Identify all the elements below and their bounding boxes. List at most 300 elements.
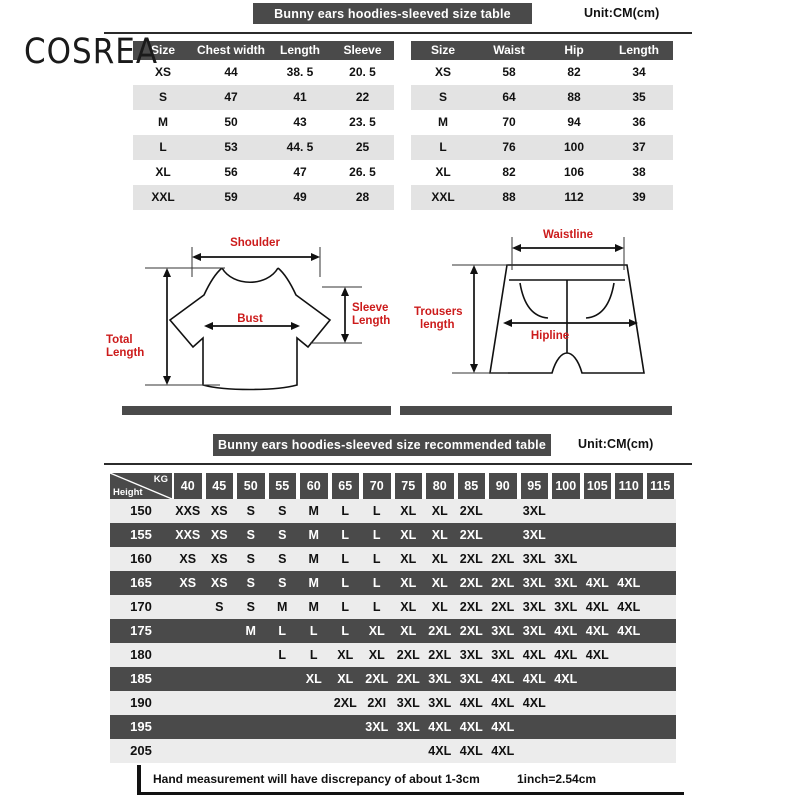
size-cell (613, 499, 645, 523)
size-cell (550, 691, 582, 715)
shirt-sleeve-length-label-line1: Sleeve (352, 302, 389, 314)
col-header-chest-width: Chest width (193, 41, 269, 60)
recommended-row-205 (110, 739, 676, 763)
recommended-table-title: Bunny ears hoodies-sleeved size recommended table (213, 434, 551, 456)
size-cell: XL (424, 571, 456, 595)
size-cell: 4XL (519, 643, 551, 667)
cell-sleeve: 26. 5 (331, 160, 394, 185)
size-cell (298, 739, 330, 763)
cell-waist: 58 (475, 60, 543, 85)
recommended-row-150 (110, 499, 676, 523)
cell-size: XL (411, 160, 475, 185)
inch-conversion-note: 1inch=2.54cm (517, 772, 597, 786)
cell-length: 38 (605, 160, 673, 185)
size-cell (204, 715, 236, 739)
size-cell: 2XL (393, 667, 425, 691)
recommended-row-155 (110, 523, 676, 547)
size-cell: L (330, 571, 362, 595)
cell-sleeve: 28 (331, 185, 394, 210)
size-cell (487, 499, 519, 523)
recommended-row-190 (110, 691, 676, 715)
cell-size: L (133, 135, 193, 160)
height-row-header: 205 (110, 739, 172, 763)
size-cell: L (298, 619, 330, 643)
size-cell: L (361, 547, 393, 571)
size-cell: XL (424, 547, 456, 571)
size-cell: 2XL (456, 595, 488, 619)
cell-length: 36 (605, 110, 673, 135)
size-cell (235, 643, 267, 667)
table-row (133, 110, 394, 135)
size-cell: S (267, 499, 299, 523)
size-cell: 4XL (613, 595, 645, 619)
size-cell: S (204, 595, 236, 619)
cell-chest: 59 (193, 185, 269, 210)
weight-col-55: 55 (267, 473, 299, 499)
size-cell: S (267, 547, 299, 571)
size-cell: 2XL (456, 523, 488, 547)
cell-length: 47 (269, 160, 331, 185)
col-header-length: Length (605, 41, 673, 60)
cell-chest: 56 (193, 160, 269, 185)
size-cell: 3XL (361, 715, 393, 739)
height-row-header: 155 (110, 523, 172, 547)
size-cell: 4XL (456, 715, 488, 739)
cell-waist: 64 (475, 85, 543, 110)
footer-note-box (137, 765, 684, 795)
weight-col-100: 100 (550, 473, 582, 499)
size-cell (172, 619, 204, 643)
size-cell: 4XL (424, 715, 456, 739)
size-cell (204, 691, 236, 715)
size-cell: 2XL (330, 691, 362, 715)
size-cell (645, 619, 677, 643)
size-cell (645, 523, 677, 547)
size-cell (645, 643, 677, 667)
size-cell (645, 547, 677, 571)
col-header-size: Size (411, 41, 475, 60)
size-cell: M (235, 619, 267, 643)
size-cell: 2XL (456, 619, 488, 643)
cell-hip: 100 (543, 135, 605, 160)
size-cell: 4XL (613, 571, 645, 595)
shorts-trousers-length-label-line2: length (420, 319, 455, 331)
cell-hip: 82 (543, 60, 605, 85)
size-cell (645, 499, 677, 523)
size-cell: XS (204, 499, 236, 523)
divider-bar-right (400, 406, 672, 415)
shirt-shoulder-label: Shoulder (230, 237, 280, 249)
weight-col-110: 110 (613, 473, 645, 499)
size-cell (582, 547, 614, 571)
size-cell (330, 739, 362, 763)
table-row (133, 185, 394, 210)
size-cell: L (267, 619, 299, 643)
bottom-measurement-table (411, 41, 673, 210)
size-cell: 4XL (582, 571, 614, 595)
weight-col-75: 75 (393, 473, 425, 499)
size-cell: XL (393, 595, 425, 619)
height-row-header: 185 (110, 667, 172, 691)
recommended-row-170 (110, 595, 676, 619)
size-cell: 3XL (393, 715, 425, 739)
size-cell (487, 523, 519, 547)
recommended-divider-rule (104, 463, 692, 465)
recommended-table-body (110, 499, 676, 763)
size-cell: L (298, 643, 330, 667)
shirt-total-length-label-line1: Total (106, 334, 133, 346)
size-cell: 3XL (519, 571, 551, 595)
table-row (411, 160, 673, 185)
shirt-sleeve-length-label-line2: Length (352, 315, 391, 327)
size-cell (582, 667, 614, 691)
weight-col-105: 105 (582, 473, 614, 499)
size-cell: 2XL (456, 499, 488, 523)
size-cell: 4XL (550, 667, 582, 691)
size-cell (235, 715, 267, 739)
col-header-sleeve: Sleeve (331, 41, 394, 60)
size-cell: 2XL (361, 667, 393, 691)
size-cell: S (267, 523, 299, 547)
recommended-row-180 (110, 643, 676, 667)
table-row (133, 160, 394, 185)
table-row (411, 60, 673, 85)
size-cell: M (298, 595, 330, 619)
kg-axis-label: KG (153, 474, 168, 485)
size-cell: 4XL (519, 667, 551, 691)
size-cell (645, 667, 677, 691)
weight-col-80: 80 (424, 473, 456, 499)
col-header-waist: Waist (475, 41, 543, 60)
cell-length: 41 (269, 85, 331, 110)
size-cell: XL (393, 619, 425, 643)
cell-hip: 112 (543, 185, 605, 210)
shorts-hipline-label: Hipline (530, 330, 570, 342)
size-cell (267, 715, 299, 739)
size-cell: L (330, 619, 362, 643)
size-cell (172, 643, 204, 667)
table-row (411, 110, 673, 135)
size-cell: M (298, 523, 330, 547)
cell-size: S (411, 85, 475, 110)
recommended-size-table (110, 473, 676, 763)
size-cell: S (235, 571, 267, 595)
cell-chest: 44 (193, 60, 269, 85)
size-cell (172, 691, 204, 715)
size-cell: 3XL (519, 595, 551, 619)
size-cell: 3XL (519, 547, 551, 571)
size-cell: M (298, 571, 330, 595)
size-cell: 4XL (487, 691, 519, 715)
size-cell: XS (204, 523, 236, 547)
size-cell: XL (330, 667, 362, 691)
table-row (411, 185, 673, 210)
size-cell: L (330, 547, 362, 571)
size-cell: 4XL (550, 643, 582, 667)
recommended-row-175 (110, 619, 676, 643)
size-cell: XL (424, 595, 456, 619)
size-cell (235, 691, 267, 715)
cell-length: 49 (269, 185, 331, 210)
size-cell (550, 739, 582, 763)
cell-chest: 47 (193, 85, 269, 110)
size-cell: 3XL (550, 547, 582, 571)
size-cell (267, 691, 299, 715)
size-cell: 3XL (519, 619, 551, 643)
size-cell (361, 739, 393, 763)
size-cell: 3XL (456, 643, 488, 667)
size-cell (204, 619, 236, 643)
size-cell: 4XL (487, 667, 519, 691)
size-cell: 4XL (424, 739, 456, 763)
size-cell: L (330, 499, 362, 523)
weight-col-90: 90 (487, 473, 519, 499)
size-cell: 3XL (393, 691, 425, 715)
shirt-measurement-diagram (100, 225, 400, 405)
size-cell: L (361, 595, 393, 619)
size-cell: 4XL (519, 691, 551, 715)
cell-length: 39 (605, 185, 673, 210)
height-axis-label: Height (113, 487, 143, 498)
size-cell: XL (424, 523, 456, 547)
col-header-hip: Hip (543, 41, 605, 60)
height-row-header: 180 (110, 643, 172, 667)
size-cell: 3XL (487, 643, 519, 667)
weight-col-65: 65 (330, 473, 362, 499)
hand-measurement-note: Hand measurement will have discrepancy of about 1-3cm (153, 772, 480, 786)
weight-col-85: 85 (456, 473, 488, 499)
recommended-unit-label: Unit:CM(cm) (578, 437, 654, 451)
size-cell: 2XL (456, 571, 488, 595)
size-cell: L (330, 523, 362, 547)
size-cell (582, 715, 614, 739)
size-cell (172, 595, 204, 619)
cell-length: 34 (605, 60, 673, 85)
size-cell (519, 739, 551, 763)
size-cell: S (235, 499, 267, 523)
size-cell: XL (393, 571, 425, 595)
size-cell: M (267, 595, 299, 619)
size-cell: S (235, 523, 267, 547)
size-cell: XS (172, 571, 204, 595)
size-cell: 2XL (424, 619, 456, 643)
size-cell (298, 715, 330, 739)
size-cell: XXS (172, 499, 204, 523)
cell-sleeve: 23. 5 (331, 110, 394, 135)
size-cell: S (235, 547, 267, 571)
weight-col-60: 60 (298, 473, 330, 499)
size-cell (172, 667, 204, 691)
weight-col-115: 115 (645, 473, 677, 499)
size-cell: 4XL (456, 739, 488, 763)
table-row (133, 60, 394, 85)
height-row-header: 190 (110, 691, 172, 715)
size-cell (172, 715, 204, 739)
size-cell: 2XL (424, 643, 456, 667)
col-header-length: Length (269, 41, 331, 60)
size-cell (613, 667, 645, 691)
size-cell: 3XL (550, 571, 582, 595)
size-cell: L (361, 523, 393, 547)
height-row-header: 195 (110, 715, 172, 739)
cell-length: 44. 5 (269, 135, 331, 160)
size-cell (613, 523, 645, 547)
table-row (411, 135, 673, 160)
size-cell (613, 739, 645, 763)
cell-chest: 50 (193, 110, 269, 135)
col-header-size: Size (133, 41, 193, 60)
cell-length: 38. 5 (269, 60, 331, 85)
size-cell: 3XL (487, 619, 519, 643)
size-cell (613, 691, 645, 715)
weight-col-70: 70 (361, 473, 393, 499)
size-cell (267, 739, 299, 763)
size-cell: XL (361, 619, 393, 643)
weight-col-95: 95 (519, 473, 551, 499)
size-cell (613, 547, 645, 571)
size-cell (582, 691, 614, 715)
height-row-header: 175 (110, 619, 172, 643)
size-cell (645, 571, 677, 595)
cell-size: L (411, 135, 475, 160)
cell-waist: 76 (475, 135, 543, 160)
size-cell (582, 739, 614, 763)
cell-size: M (411, 110, 475, 135)
cosrea-watermark: COSREA (24, 31, 159, 73)
shirt-total-length-label-line2: Length (106, 347, 145, 359)
size-cell (235, 667, 267, 691)
top-size-table-title: Bunny ears hoodies-sleeved size table (253, 3, 532, 24)
size-cell (582, 523, 614, 547)
size-cell: L (361, 571, 393, 595)
recommended-row-165 (110, 571, 676, 595)
table-header-row (411, 41, 673, 60)
height-row-header: 165 (110, 571, 172, 595)
cell-size: XL (133, 160, 193, 185)
size-cell (298, 691, 330, 715)
cell-size: XS (411, 60, 475, 85)
size-cell: XL (393, 547, 425, 571)
cell-size: S (133, 85, 193, 110)
recommended-row-195 (110, 715, 676, 739)
shorts-trousers-length-label-line1: Trousers (414, 306, 463, 318)
size-cell (519, 715, 551, 739)
size-cell: XL (298, 667, 330, 691)
size-cell (204, 739, 236, 763)
size-cell (582, 499, 614, 523)
cell-length: 43 (269, 110, 331, 135)
size-cell: 4XL (582, 643, 614, 667)
size-cell (393, 739, 425, 763)
size-cell: 3XL (519, 499, 551, 523)
top-measurement-table (133, 41, 394, 210)
cell-hip: 88 (543, 85, 605, 110)
size-cell: L (330, 595, 362, 619)
size-cell: 4XL (613, 619, 645, 643)
recommended-header-row (110, 473, 676, 499)
size-cell: L (361, 499, 393, 523)
size-cell: 3XL (456, 667, 488, 691)
size-cell: XS (204, 547, 236, 571)
size-cell: 4XL (487, 739, 519, 763)
size-cell (550, 715, 582, 739)
size-cell: M (298, 499, 330, 523)
size-cell (550, 523, 582, 547)
size-cell: S (267, 571, 299, 595)
size-cell: 3XL (550, 595, 582, 619)
weight-col-45: 45 (204, 473, 236, 499)
size-cell: XS (172, 547, 204, 571)
size-cell: 2XL (393, 643, 425, 667)
cell-waist: 82 (475, 160, 543, 185)
size-cell: 2XL (487, 547, 519, 571)
size-cell (267, 667, 299, 691)
weight-col-40: 40 (172, 473, 204, 499)
size-cell (235, 739, 267, 763)
top-unit-label: Unit:CM(cm) (584, 6, 660, 20)
cell-sleeve: 22 (331, 85, 394, 110)
size-cell: 4XL (487, 715, 519, 739)
cell-sleeve: 20. 5 (331, 60, 394, 85)
size-cell: M (298, 547, 330, 571)
cell-chest: 53 (193, 135, 269, 160)
table-header-row (133, 41, 394, 60)
cell-hip: 94 (543, 110, 605, 135)
size-cell (645, 715, 677, 739)
cell-size: XS (133, 60, 193, 85)
size-cell: 3XL (424, 691, 456, 715)
size-cell: 4XL (456, 691, 488, 715)
cell-length: 37 (605, 135, 673, 160)
weight-col-50: 50 (235, 473, 267, 499)
size-cell: XL (393, 523, 425, 547)
divider-bar-left (122, 406, 391, 415)
height-row-header: 170 (110, 595, 172, 619)
table-row (133, 85, 394, 110)
recommended-row-185 (110, 667, 676, 691)
size-cell: XL (330, 643, 362, 667)
shorts-waistline-label: Waistline (542, 229, 594, 241)
cell-waist: 88 (475, 185, 543, 210)
size-cell (550, 499, 582, 523)
size-cell (172, 739, 204, 763)
cell-size: M (133, 110, 193, 135)
size-cell: S (235, 595, 267, 619)
cell-size: XXL (411, 185, 475, 210)
cell-hip: 106 (543, 160, 605, 185)
recommended-row-160 (110, 547, 676, 571)
size-cell (204, 643, 236, 667)
size-cell (645, 739, 677, 763)
kg-height-corner-cell (110, 473, 172, 499)
cell-length: 35 (605, 85, 673, 110)
size-cell (645, 595, 677, 619)
size-cell (613, 715, 645, 739)
size-cell: L (267, 643, 299, 667)
shorts-measurement-diagram (412, 225, 702, 405)
size-cell (204, 667, 236, 691)
size-cell: 3XL (424, 667, 456, 691)
cell-size: XXL (133, 185, 193, 210)
size-cell: XXS (172, 523, 204, 547)
size-cell: 4XL (582, 619, 614, 643)
height-row-header: 150 (110, 499, 172, 523)
size-cell: 2XI (361, 691, 393, 715)
size-cell: XS (204, 571, 236, 595)
size-cell: XL (393, 499, 425, 523)
size-cell: 4XL (550, 619, 582, 643)
size-cell (613, 643, 645, 667)
